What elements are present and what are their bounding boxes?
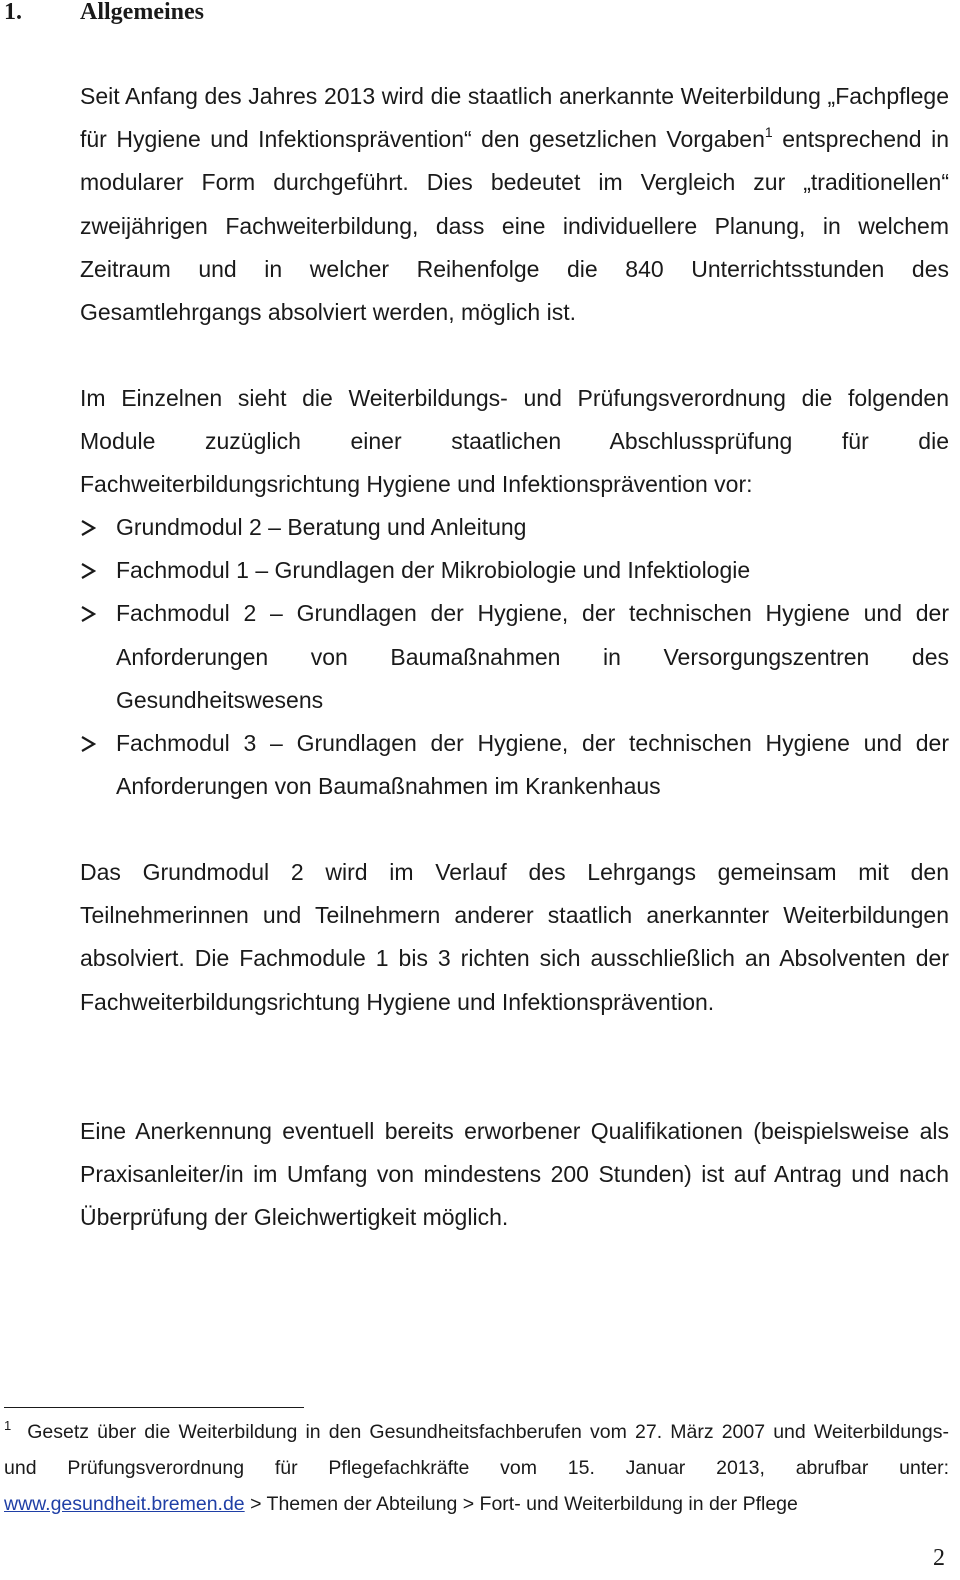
list-item [80, 722, 949, 808]
module-label: Grundmodul 2 – Beratung und Anleitung [116, 514, 527, 540]
paragraph-recognition: Eine Anerkennung eventuell bereits erworbener Qualifikationen (beispielsweise als Praxisanleiter/in im Umfang von mindestens 200 Stunden) ist auf Antrag und nach Überprüfung der Gleichwertigkeit möglich. [80, 1118, 949, 1231]
module-label: Fachmodul 3 – Grundlagen der Hygiene, der technischen Hygiene und der Anforderungen von Baumaßnahmen im Krankenhaus [116, 730, 949, 800]
arrow-bullet-icon [80, 506, 96, 549]
module-list [80, 506, 949, 808]
list-item [80, 549, 949, 592]
section-number: 1. [4, 0, 22, 25]
paragraph-intro-text-continued: entsprechend in modularer Form durchgeführt. Dies bedeutet im Vergleich zur „traditionellen“ zweijährigen Fachweiterbildung, dass eine individuellere Planung, in welchem Zeitraum und in welcher Reihenfolge die 840 Unterrichtsstunden des Gesamtlehrgangs absolviert werden, möglich ist. [80, 126, 949, 326]
footnote-divider [4, 1407, 304, 1408]
footnote [4, 1414, 949, 1522]
footnote-text: Gesetz über die Weiterbildung in den Gesundheitsfachberufen vom 27. März 2007 und Weiterbildungs- und Prüfungsverordnung für Pflegefachkräfte vom 15. Januar 2013, abrufbar unter: [4, 1421, 949, 1479]
arrow-bullet-icon [80, 722, 96, 765]
footnote-path-text: > Themen der Abteilung > Fort- und Weiterbildung in der Pflege [244, 1493, 798, 1515]
paragraph-modules-intro: Im Einzelnen sieht die Weiterbildungs- und Prüfungsverordnung die folgenden Module zuzüglich einer staatlichen Abschlussprüfung für die Fachweiterbildungsrichtung Hygiene und Infektionsprävention vor: [80, 385, 949, 498]
footnote-mark: 1 [4, 1418, 12, 1433]
paragraph-grundmodul: Das Grundmodul 2 wird im Verlauf des Lehrgangs gemeinsam mit den Teilnehmerinnen und Teilnehmern anderer staatlich anerkannter Weiterbildungen absolviert. Die Fachmodule 1 bis 3 richten sich ausschließlich an Absolventen der Fachweiterbildungsrichtung Hygiene und Infektionsprävention. [80, 859, 949, 1015]
paragraph-intro [80, 75, 949, 334]
section-title: Allgemeines [80, 0, 204, 25]
paragraph-intro-text: Seit Anfang des Jahres 2013 wird die staatlich anerkannte Weiterbildung „Fachpflege für Hygiene und Infektionsprävention“ den gesetzlichen Vorgaben [80, 83, 949, 153]
arrow-bullet-icon [80, 592, 96, 635]
page-number: 2 [933, 1545, 945, 1571]
list-item [80, 506, 949, 549]
footnote-link[interactable]: www.gesundheit.bremen.de [4, 1493, 245, 1515]
module-label: Fachmodul 1 – Grundlagen der Mikrobiologie und Infektiologie [116, 557, 751, 584]
footnote-reference: 1 [764, 124, 773, 141]
list-item [80, 592, 949, 722]
arrow-bullet-icon [80, 549, 96, 592]
module-label: Fachmodul 2 – Grundlagen der Hygiene, der technischen Hygiene und der Anforderungen von Baumaßnahmen in Versorgungszentren des Gesundheitswesens [116, 600, 949, 713]
